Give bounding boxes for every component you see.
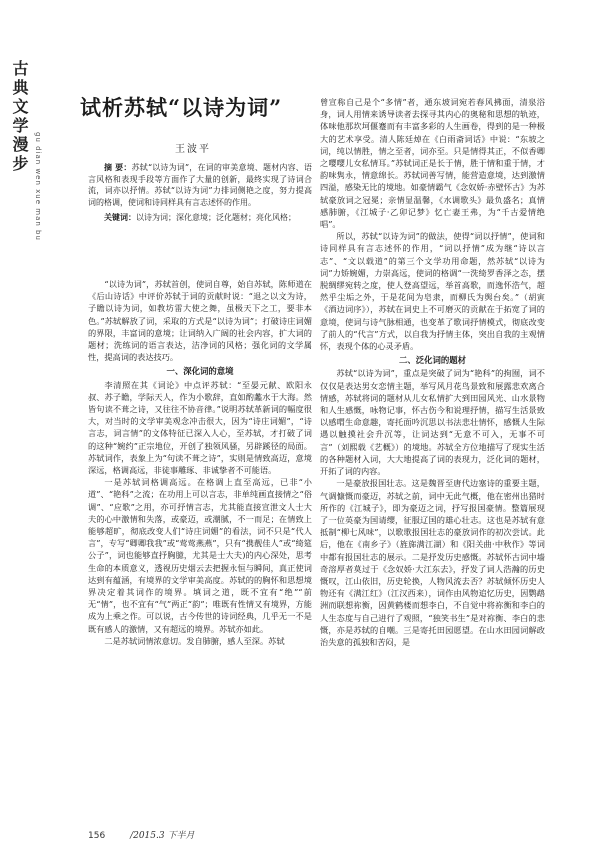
column-pinyin: gu dian wen xue man bu [34,132,42,241]
abstract-label: 摘 要： [104,162,132,172]
body-column-right [320,96,545,648]
issue-label: /2015.3 下半月 [130,831,195,841]
section-heading-1: 一、深化词的意境 [166,366,234,377]
intro-paragraph: “以诗为词”，苏轼首创，使词自尊，始自苏轼，陈师道在《后山诗话》中评价苏轼于词的贡献时说：“退之以文为诗，子瞻以诗为词，如教坊雷大使之舞，虽极天下之工，要非本色。”苏轼解放了词，采取的方式是“以诗为词”；打破诗庄词媚的界限，丰富词的意境；让词纳入广阔的社会内容，扩大词的题材；洗练词的语言表达，洁净词的风格；强化词的文学属性，提高词的表达技巧。 [88,279,312,363]
section-heading-2: 二、泛化词的题材 [399,355,466,366]
body-paragraph: 二是苏轼词情浓意切。发自肺腑，感人至深。苏轼 [104,635,285,646]
abstract-paragraph [88,162,312,208]
keywords-text: 以诗为词；深化意境；泛化题材；亮化风格； [136,213,296,222]
body-paragraph-continued: 曾宣称自己是个“多情”者，通东坡词宛若春风拂面，清泉浴身，词人用情来诱导读者去探寻其内心的奥秘和思想的轨迹，体味他那坎坷偃蹇而有丰富多彩的人生画卷，得到的是一种极大的艺术享受。清人陈廷焯在《白雨斋词话》中说：“东坡之词，纯以情胜，情之至者，词亦至。只是情得其正，不似香卿之嘤嘤儿女私情耳。”苏轼词正是长于情，胜于情和重于情，才韵味隽永，情意绵长。苏轼词善写情，能营造意境，达到激情四溢，感染无比的境地。如豪情霸气《念奴娇·赤壁怀古》为苏轼豪放词之冠冕；亲情显温馨，《水调歌头》最负盛名；真情感肺腑，《江城子·乙卯记梦》忆亡妻王弗，为“千古爱情绝唱”。 [320,97,545,230]
body-paragraph: 一是豪放报国壮志。这是魏晋至唐代边塞诗的重要主题，气调慷慨而豪迈，苏轼之前，词中无此气概，他在密州出猎时所作的《江城子》，即为豪迈之词，抒写报国豪情。整篇展现了一位英豪为国请缨，征服辽国的雄心壮志。这也是苏轼有意抵制“柳七风味”，以歌歌报国壮志的豪放词作的初次尝试。此后，他在《南乡子》（旌旆满江湖）和《阳关曲·中秋作》等词中都有报国壮志的展示。二是抒发历史感慨。苏轼怀古词中墙奇溶厚者莫过于《念奴娇·大江东去》，抒发了词人浩瀚的历史慨叹，江山依旧，历史轮换，人物风流去否？苏轼倾怀历史人物还有《满江红》（江汉西来），词作由风物追忆历史，因鹦鹉洲而联想祢衡，因黄鹤楼而想李白，不自觉中将祢衡和李白的人生态度与自己进行了观照，“独笑书生”是对祢衡、李白的悲慨，亦是苏轼的自嘲。三是寄托田园愿望。在山水田园词解政治失意的孤独和苦闷，是 [320,478,545,647]
body-paragraph: 苏轼“以诗为词”，重点是突破了词为“艳科”的拘囿，词不仅仅是表达男女恋情主题，举写风月花鸟景致和展露悲欢离合情感，苏轼将词的题材从儿女私情扩大到田园风光、山水景物和人生感慨，咏物记事，怀古伤今和说理抒情，描写生活景致以感喟生命意趣，寄托面吟沉思以书法悲壮情怀，感慨人生际遇以触摸社会升沉等，让词达到“无意不可入，无事不可言”（刘熙载《艺概》）的境地。苏轼全方位地描写了现实生活的各种题材入词，大大地提高了词的表现力，泛化词的题材，开拓了词的内容。 [320,368,545,477]
body-column-left [88,278,312,647]
body-paragraph: 李清照在其《词论》中点评苏轼：“至晏元献、欧阳永叔、苏子瞻，学际天人，作为小歌辞，直如酌蠡水于大海。然皆句读不葺之诗，又往往不协音律。”说明苏轼革新词的幅度很大，对当时的文学审美观念冲击很大，因为“诗庄词媚”，“诗言志，词言情”的文体特征已深入人心，至苏轼，才打破了词的这种“婉约”正宗地位，开创了独领风骚，另辟蹊径的局面。苏轼词作，表象上为“句读不葺之诗”，实则是情致高迈，意境深远，格调高远，非徒事雕琢、非诚挚者不可能语。 [88,379,312,476]
page-footer [88,828,328,841]
article-author: 王波平 [175,144,211,155]
page-number: 156 [88,831,106,841]
keywords-label: 关键词： [104,212,136,222]
abstract-block [88,162,312,224]
body-paragraph: 一是苏轼词格调高远。在格调上直至高远，已非“小道”、“艳科”之流；在功用上可以言志，非单纯画直接情之“俗调”、“应歌”之用，亦可抒情言志，尤其能直接宣泄文人士大夫的心中激情和失落，或豪迈，或潮腻，不一而足；在情致上能够超旷，彻底改变人们“诗庄词媚”的看法，词不只是“代人言”，专写“卿卿我我”或“莺莺燕燕”，只有“携靓佳人”或“绮筵公子”，词也能够直抒胸臆，尤其是士大夫)的内心深处，思考生命的本质意义，透视历史烟云去把握永恒与瞬间，真正使词达到有蕴涵，有境界的文学审美高度。苏轼的的胸怀和思想境界决定着其词作的境界。填词之道，既不宜有“绝”“前无“情”，也不宜有“气”两正“韵”；唯既有性情又有境界，方能成为上乘之作。可以说，古今传世的诗词经典，几乎无一不是既有感人的激情，又有超远的境界。苏轼亦如此。 [88,477,312,634]
abstract-text: 苏轼“以诗为词”，在词的审美意境、题材内容、语言风格和表现手段等方面作了大量的创新，最终实现了诗词合流，词亦以抒情。苏轼“以诗为词”力排词侧艳之度，努力提高词的格调，使词和诗同样具有言志述怀的作用。 [88,163,312,207]
keywords-paragraph [88,212,312,224]
article-title: 试析苏轼“以诗为词” [80,95,283,120]
body-paragraph: 所以，苏轼“以诗为词”的做法，使得“词以抒情”，使词和诗同样具有言志述怀的作用，“词以抒情”成为继“诗以言志”、“文以载道”的第三个文学功用命题，然苏轼“以诗为词”力矫婉媚，力崇高远，使词的格调“一洗绮罗香泽之态，摆脱绸缪宛转之度，使人登高望远，举首高歌，而逸怀浩气，超然乎尘垢之外，于是花间为皂隶，而柳氏为舆台矣。”（胡寅《酒边词序》），苏轼在词史上不可磨灭的贡献在于拓宽了词的意境，使词与诗气脉相通，也变革了歌词抒情模式，彻底改变了前人的“代言”方式，以自我为抒情主体，突出自我的主观情怀，表现个体的心灵矛盾。 [320,231,545,352]
column-title: 古典文学漫步 [10,60,29,174]
